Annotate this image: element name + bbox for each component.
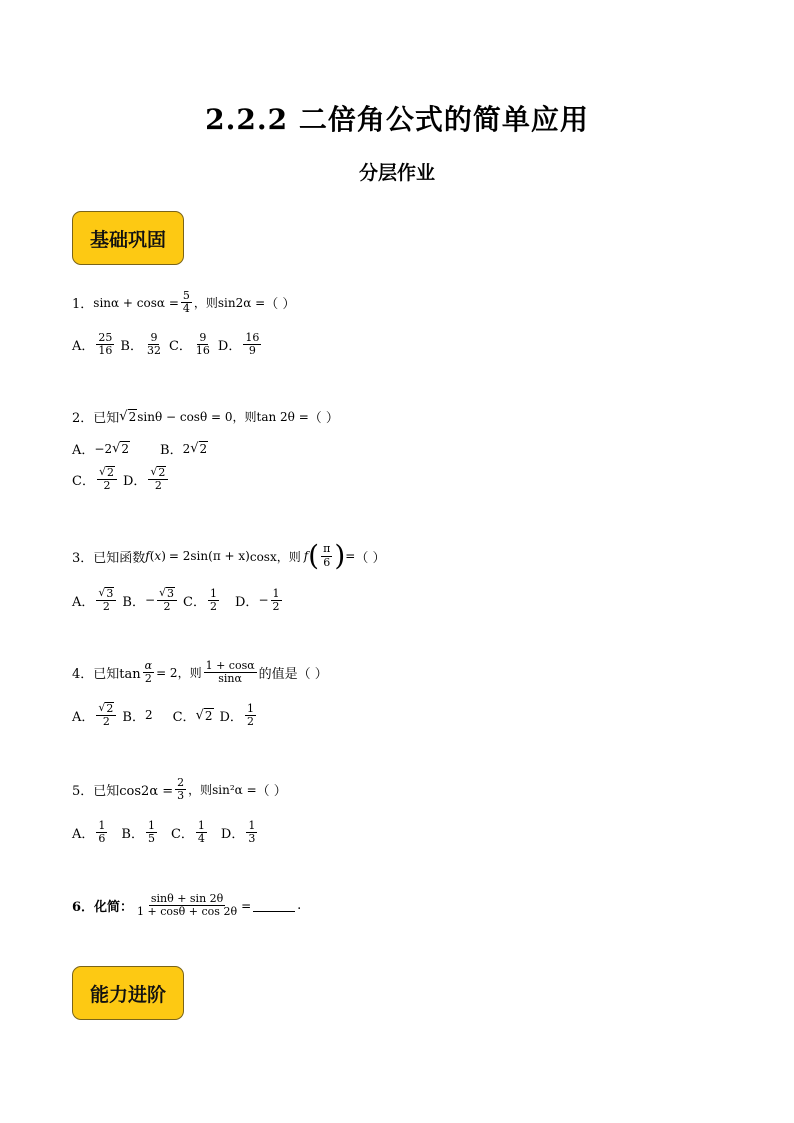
q3-eq: = bbox=[345, 549, 356, 563]
question-1 bbox=[72, 290, 295, 315]
q1-opt-b-num: 9 bbox=[150, 331, 158, 344]
q2-expr: sinθ − cosθ = 0，则tan 2θ = bbox=[137, 410, 309, 424]
q4-opt-a-den: 2 bbox=[102, 715, 110, 729]
q2-opt-b-rad: 2 bbox=[199, 442, 208, 456]
question-6 bbox=[72, 893, 301, 918]
q4-half-den: 2 bbox=[144, 672, 152, 686]
q2-opt-b-pre: 2 bbox=[182, 441, 191, 456]
q3-paren: （ ） bbox=[355, 550, 386, 566]
q3-inner: π + x bbox=[212, 549, 246, 563]
q3-arg bbox=[321, 543, 332, 568]
q4-tail: 的值是（ ） bbox=[258, 667, 328, 683]
q2-opt-a-sqrt: √ 2 bbox=[112, 441, 130, 456]
question-4 bbox=[72, 660, 328, 685]
q3-f: f bbox=[145, 549, 150, 563]
q3-opt-d-num: 1 bbox=[272, 586, 280, 600]
q3-opt-a-rad: 3 bbox=[106, 587, 114, 600]
q5-opt-c-label: C． bbox=[170, 827, 194, 843]
q4-opt-d-num: 1 bbox=[246, 701, 254, 715]
page-subtitle: 分层作业 bbox=[358, 162, 435, 184]
q1-opt-b bbox=[145, 332, 163, 357]
q2-opt-a-rad: 2 bbox=[121, 442, 130, 456]
q3-opt-c-label: C． bbox=[183, 594, 206, 610]
question-5 bbox=[72, 777, 287, 802]
q5-opt-b-label: B． bbox=[121, 827, 144, 843]
q3-number: 3．已知函数 bbox=[72, 550, 146, 566]
q2-opt-d-den: 2 bbox=[154, 479, 162, 493]
q3-f2: f bbox=[303, 549, 309, 563]
q3-opt-b-den: 2 bbox=[163, 600, 171, 614]
section-badge-basic: 基础巩固 bbox=[72, 211, 184, 265]
q2-opt-c-den: 2 bbox=[103, 479, 111, 493]
q3-arg-den: 6 bbox=[323, 555, 331, 569]
q5-opt-d-den: 3 bbox=[248, 832, 256, 846]
q4-half-angle bbox=[143, 660, 154, 685]
q3-expr: = 2sin bbox=[168, 549, 209, 563]
q4-target-num: 1 + cosα bbox=[205, 659, 255, 672]
q5-opt-b-num: 1 bbox=[147, 819, 155, 832]
q1-opt-b-den: 32 bbox=[146, 344, 161, 358]
q4-opt-c-label: C． bbox=[172, 709, 196, 725]
q4-options bbox=[72, 702, 262, 728]
q2-sqrt-value: 2 bbox=[128, 410, 137, 424]
q2-opt-c-label: C． bbox=[72, 473, 95, 489]
q3-opt-b-rad: 3 bbox=[167, 587, 175, 600]
q2-opt-d-rad: 2 bbox=[158, 466, 166, 479]
q4-opt-b: 2 bbox=[144, 708, 153, 723]
q1-opt-a-num: 25 bbox=[98, 331, 113, 344]
q2-options-ab bbox=[72, 439, 208, 458]
q3-opt-d-den: 2 bbox=[272, 599, 280, 613]
q4-opt-d bbox=[245, 703, 256, 728]
q2-opt-d-label: D． bbox=[122, 473, 147, 489]
q4-opt-a-label: A． bbox=[72, 709, 95, 725]
q3-opt-a-den: 2 bbox=[102, 600, 110, 614]
q5-fraction bbox=[175, 777, 186, 802]
q3-opt-a: √ 3 2 bbox=[96, 587, 116, 613]
q3-arg-num: π bbox=[323, 542, 331, 556]
q1-opt-d-label: D． bbox=[217, 339, 242, 355]
q1-opt-b-label: B． bbox=[120, 339, 143, 355]
question-3: 3．已知函数 f ( x ) = 2sin ( π + x ) cosx，则 f ( $\frac{\pi}{6}$ ) = （ ） bbox=[72, 539, 386, 572]
q5-opt-c-den: 4 bbox=[197, 832, 205, 846]
q1-opt-d bbox=[243, 332, 261, 357]
q1-frac-den: 4 bbox=[182, 302, 190, 316]
q3-opt-b-sign: − bbox=[144, 593, 156, 608]
q3-options bbox=[72, 587, 288, 613]
q2-opt-d: √ 2 2 bbox=[148, 466, 168, 492]
q3-opt-a-label: A． bbox=[72, 594, 95, 610]
q3-x: x bbox=[154, 549, 162, 563]
q2-sqrt: √ 2 bbox=[119, 409, 137, 424]
q4-opt-c-rad: 2 bbox=[204, 708, 213, 723]
q5-opt-a-den: 6 bbox=[98, 832, 106, 846]
q6-eq: = bbox=[241, 898, 252, 913]
q5-opt-a-num: 1 bbox=[98, 819, 106, 832]
q2-opt-c: √ 2 2 bbox=[97, 466, 117, 492]
q3-opt-d-label: D． bbox=[235, 594, 259, 610]
q1-opt-d-num: 16 bbox=[245, 331, 260, 344]
q5-opt-b-den: 5 bbox=[147, 832, 155, 846]
q5-opt-a-label: A． bbox=[72, 827, 95, 843]
q4-number: 4．已知tan bbox=[72, 667, 141, 683]
q1-opt-c bbox=[194, 332, 212, 357]
q1-lhs: sinα + cosα = bbox=[93, 295, 179, 310]
q2-opt-a-label: A． bbox=[72, 443, 95, 458]
q6-answer-blank[interactable] bbox=[253, 899, 295, 912]
q1-fraction bbox=[181, 290, 192, 315]
q3-opt-b-label: B． bbox=[122, 594, 145, 610]
q3-opt-b: √ 3 2 bbox=[157, 587, 177, 613]
q1-frac-num: 5 bbox=[182, 289, 190, 302]
q2-opt-a-pre: −2 bbox=[94, 441, 113, 456]
q5-opt-b bbox=[146, 820, 157, 845]
q1-opt-a bbox=[96, 332, 114, 357]
q3-expr2: cosx，则 bbox=[249, 549, 301, 564]
q5-mid: ，则sin²α = bbox=[188, 783, 257, 798]
q6-tail: . bbox=[297, 898, 302, 914]
q4-opt-a: √ 2 2 bbox=[96, 702, 116, 728]
q5-frac-den: 3 bbox=[177, 789, 185, 803]
q1-opt-c-label: C． bbox=[168, 339, 192, 355]
section-badge-advanced: 能力进阶 bbox=[72, 966, 184, 1020]
q2-opt-b-label: B． bbox=[160, 443, 183, 458]
q6-frac-den: 1 + cosθ + cos 2θ bbox=[137, 905, 238, 919]
q5-opt-c-num: 1 bbox=[197, 819, 205, 832]
q1-number: 1． bbox=[72, 297, 94, 313]
q4-opt-b-label: B． bbox=[122, 709, 145, 725]
q1-options bbox=[72, 332, 267, 357]
q6-fraction bbox=[135, 893, 239, 918]
q5-number: 5．已知cos2α = bbox=[72, 784, 174, 800]
q4-half-num: α bbox=[144, 659, 153, 672]
q5-opt-d bbox=[246, 820, 257, 845]
q4-target-den: sinα bbox=[218, 672, 242, 686]
q1-opt-a-den: 16 bbox=[98, 344, 113, 358]
q5-opt-a bbox=[96, 820, 107, 845]
q3-opt-c-num: 1 bbox=[210, 586, 217, 600]
q5-options bbox=[72, 820, 263, 845]
q5-opt-d-label: D． bbox=[220, 827, 245, 843]
q4-target bbox=[204, 660, 257, 685]
q2-options-cd bbox=[72, 466, 174, 492]
q1-opt-c-num: 9 bbox=[199, 331, 207, 344]
q5-frac-num: 2 bbox=[177, 776, 185, 789]
q1-opt-a-label: A． bbox=[72, 339, 95, 355]
q2-paren: （ ） bbox=[308, 411, 339, 426]
q4-expr: = 2，则 bbox=[156, 666, 202, 681]
q6-frac-num: sinθ + sin 2θ bbox=[150, 892, 224, 905]
q3-opt-d-sign: − bbox=[258, 593, 269, 608]
q4-opt-d-den: 2 bbox=[246, 714, 254, 728]
q1-mid: ，则sin2α = bbox=[193, 296, 266, 311]
q1-opt-d-den: 9 bbox=[248, 344, 256, 358]
page-title: 2.2.2 二倍角公式的简单应用 bbox=[205, 103, 589, 136]
question-2 bbox=[72, 407, 339, 426]
q3-opt-c bbox=[208, 588, 219, 613]
q3-opt-c-den: 2 bbox=[210, 599, 217, 613]
q4-opt-d-label: D． bbox=[219, 709, 243, 725]
q5-opt-c bbox=[196, 820, 207, 845]
q2-opt-c-rad: 2 bbox=[106, 466, 114, 479]
q3-opt-d bbox=[271, 588, 282, 613]
q5-opt-d-num: 1 bbox=[248, 819, 256, 832]
q2-opt-b-sqrt: √ 2 bbox=[190, 441, 208, 456]
q4-opt-c: √ 2 bbox=[195, 707, 213, 723]
q1-paren: （ ） bbox=[265, 297, 296, 313]
q5-paren: （ ） bbox=[256, 784, 287, 800]
q2-number: 2．已知 bbox=[72, 411, 120, 426]
q1-opt-c-den: 16 bbox=[195, 344, 210, 358]
q4-opt-a-rad: 2 bbox=[106, 702, 114, 715]
q6-number: 6．化简： bbox=[72, 900, 134, 916]
